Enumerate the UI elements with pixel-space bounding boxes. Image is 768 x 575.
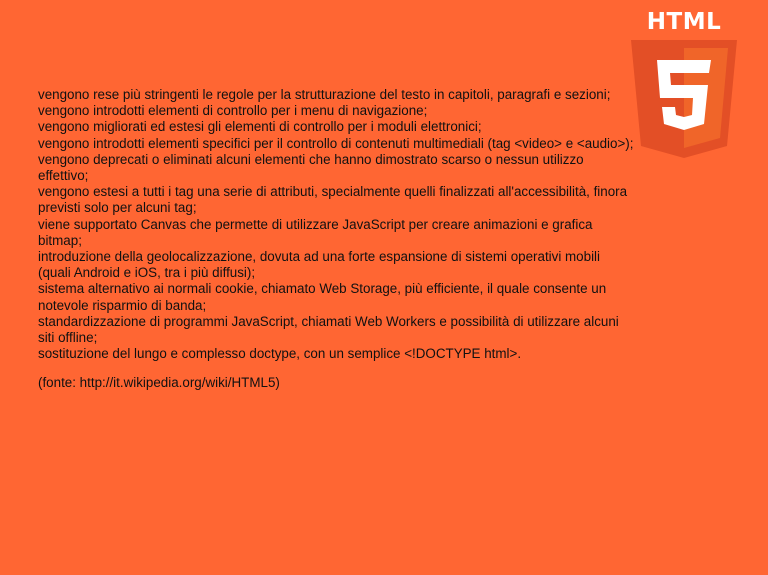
- source-citation: (fonte: http://it.wikipedia.org/wiki/HTML5): [38, 375, 280, 391]
- list-item: vengono introdotti elementi di controllo per i menu di navigazione;: [38, 103, 428, 119]
- logo-wordmark: HTML: [646, 9, 722, 35]
- list-item: vengono migliorati ed estesi gli elementi di controllo per i moduli elettronici;: [38, 119, 482, 135]
- number-five-glyph: [657, 60, 711, 130]
- list-item: sistema alternativo ai normali cookie, chiamato Web Storage, più efficiente, il quale consente un notevole risparmio di banda;: [38, 281, 607, 313]
- slide-content: [38, 87, 636, 392]
- list-item: vengono deprecati o eliminati alcuni elementi che hanno dimostrato scarso o nessun utilizzo effettivo;: [38, 151, 584, 184]
- list-item: vengono introdotti elementi specifici per il controllo di contenuti multimediali (tag <video> e <audio>);: [38, 135, 634, 151]
- html5-shield-icon: [629, 6, 739, 160]
- list-item: introduzione della geolocalizzazione, dovuta ad una forte espansione di sistemi operativi mobili (quali Android e iOS, tra i più diffusi);: [38, 249, 601, 281]
- html5-logo: [629, 6, 739, 160]
- list-item: standardizzazione di programmi JavaScript, chiamati Web Workers e possibilità di utilizzare alcuni siti offline;: [38, 313, 619, 346]
- list-item: vengono rese più stringenti le regole per la strutturazione del testo in capitoli, paragrafi e sezioni;: [38, 87, 611, 102]
- list-item: viene supportato Canvas che permette di utilizzare JavaScript per creare animazioni e grafica bitmap;: [38, 216, 593, 248]
- list-item: sostituzione del lungo e complesso doctype, con un semplice <!DOCTYPE html>.: [38, 346, 522, 362]
- list-item: vengono estesi a tutti i tag una serie di attributi, specialmente quelli finalizzati all'accessibilità, finora previsti solo per alcuni tag;: [38, 184, 628, 216]
